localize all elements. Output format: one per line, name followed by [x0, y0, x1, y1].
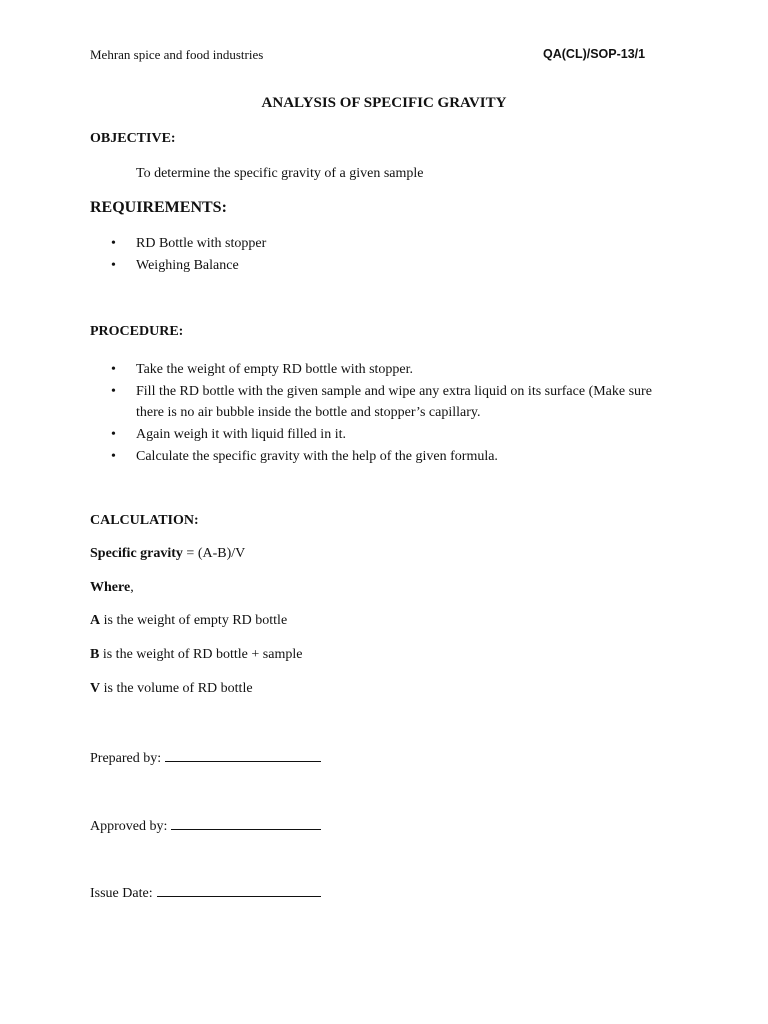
definition-b: B is the weight of RD bottle + sample — [90, 647, 303, 662]
list-item: • RD Bottle with stopper — [90, 233, 266, 255]
list-item: • Weighing Balance — [90, 255, 266, 277]
formula-equation: = (A-B)/V — [182, 546, 246, 561]
requirements-heading: REQUIREMENTS: — [90, 199, 227, 216]
list-item: • Again weigh it with liquid filled in it. — [90, 424, 680, 445]
list-item: • Calculate the specific gravity with the help of the given formula. — [90, 446, 680, 467]
list-item: • Take the weight of empty RD bottle with stopper. — [90, 359, 680, 380]
company-name: Mehran spice and food industries — [90, 47, 264, 62]
where-line: Where, — [90, 580, 134, 595]
symbol: V — [90, 681, 101, 696]
issue-date-line — [90, 882, 321, 902]
objective-text: To determine the specific gravity of a given sample — [136, 166, 424, 181]
prepared-by-label: Prepared by: — [90, 751, 162, 766]
approved-by-label: Approved by: — [90, 819, 168, 834]
symbol: A — [90, 613, 101, 628]
approved-by-field[interactable] — [171, 815, 321, 830]
approved-by-line — [90, 815, 321, 835]
document-title: ANALYSIS OF SPECIFIC GRAVITY — [261, 95, 507, 111]
issue-date-label: Issue Date: — [90, 886, 153, 901]
where-label: Where — [90, 580, 131, 595]
formula — [90, 546, 245, 562]
prepared-by-line — [90, 747, 321, 767]
procedure-list — [90, 359, 680, 468]
calculation-heading: CALCULATION: — [90, 513, 199, 528]
symbol: B — [90, 647, 100, 662]
objective-heading: OBJECTIVE: — [90, 131, 176, 146]
definition-v: V is the volume of RD bottle — [90, 681, 253, 696]
prepared-by-field[interactable] — [165, 747, 321, 762]
document-code: QA(CL)/SOP-13/1 — [543, 47, 646, 61]
procedure-heading: PROCEDURE: — [90, 324, 184, 339]
requirements-list — [90, 233, 266, 277]
formula-label: Specific gravity — [90, 546, 183, 561]
list-item: • Fill the RD bottle with the given sample and wipe any extra liquid on its surface (Make sure there is no air bubble inside the bottle and stopper’s capillary. — [90, 381, 680, 423]
issue-date-field[interactable] — [157, 882, 321, 897]
definition-a: A is the weight of empty RD bottle — [90, 613, 288, 628]
